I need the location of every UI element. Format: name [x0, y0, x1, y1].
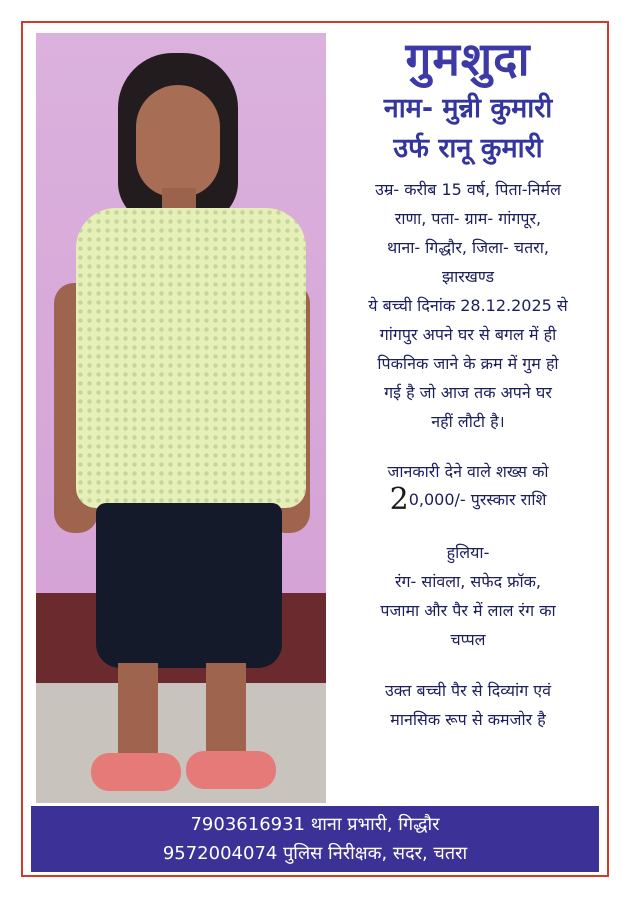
reward-amount	[323, 482, 613, 517]
description-line: रंग- सांवला, सफेद फ्रॉक,	[394, 572, 542, 591]
description-line: चप्पल	[450, 630, 486, 649]
incident-line: ये बच्ची दिनांक 28.12.2025 से	[368, 296, 568, 315]
photo-sandal	[186, 751, 276, 789]
note-line: मानसिक रूप से कमजोर है	[390, 710, 546, 729]
description-heading: हुलिया-	[446, 543, 490, 562]
contact-footer	[31, 806, 599, 872]
contact-line: 7903616931 थाना प्रभारी, गिद्धौर	[190, 814, 440, 835]
incident-line: नहीं लौटी है।	[431, 412, 505, 431]
reward-amount-rest: 0,000/- पुरस्कार राशि	[408, 490, 547, 509]
name-line: नाम- मुन्नी कुमारी	[383, 93, 553, 124]
details-line: उम्र- करीब 15 वर्ष, पिता-निर्मल	[375, 180, 561, 199]
details-line: राणा, पता- ग्राम- गांगपूर,	[394, 209, 542, 228]
reward-block	[323, 458, 613, 517]
alias-line: उर्फ रानू कुमारी	[393, 133, 543, 164]
incident-line: पिकनिक जाने के क्रम में गुम हो	[377, 354, 559, 373]
details-line: थाना- गिद्धौर, जिला- चतरा,	[387, 238, 549, 257]
photo-face	[136, 85, 220, 197]
note-block	[323, 676, 613, 734]
incident-line: गांगपुर अपने घर से बगल में ही	[379, 325, 557, 344]
text-column	[323, 29, 613, 734]
incident-line: गई है जो आज तक अपने घर	[384, 383, 552, 402]
reward-line: जानकारी देने वाले शख्स को	[387, 462, 549, 481]
incident-block	[323, 291, 613, 436]
description-block	[323, 538, 613, 654]
photo-floor	[36, 683, 326, 803]
contact-line: 9572004074 पुलिस निरीक्षक, सदर, चतरा	[162, 843, 468, 864]
note-line: उक्त बच्ची पैर से दिव्यांग एवं	[384, 681, 552, 700]
photo-dress	[76, 208, 306, 508]
child-photo	[36, 33, 326, 803]
details-block	[323, 175, 613, 291]
photo-pants	[96, 503, 282, 668]
details-line: झारखण्ड	[441, 267, 495, 286]
poster-title: गुमशुदा	[405, 32, 531, 86]
description-line: पजामा और पैर में लाल रंग का	[380, 601, 556, 620]
missing-person-poster	[21, 21, 609, 877]
handwritten-digit: 2	[389, 482, 409, 517]
photo-sandal	[91, 753, 181, 791]
